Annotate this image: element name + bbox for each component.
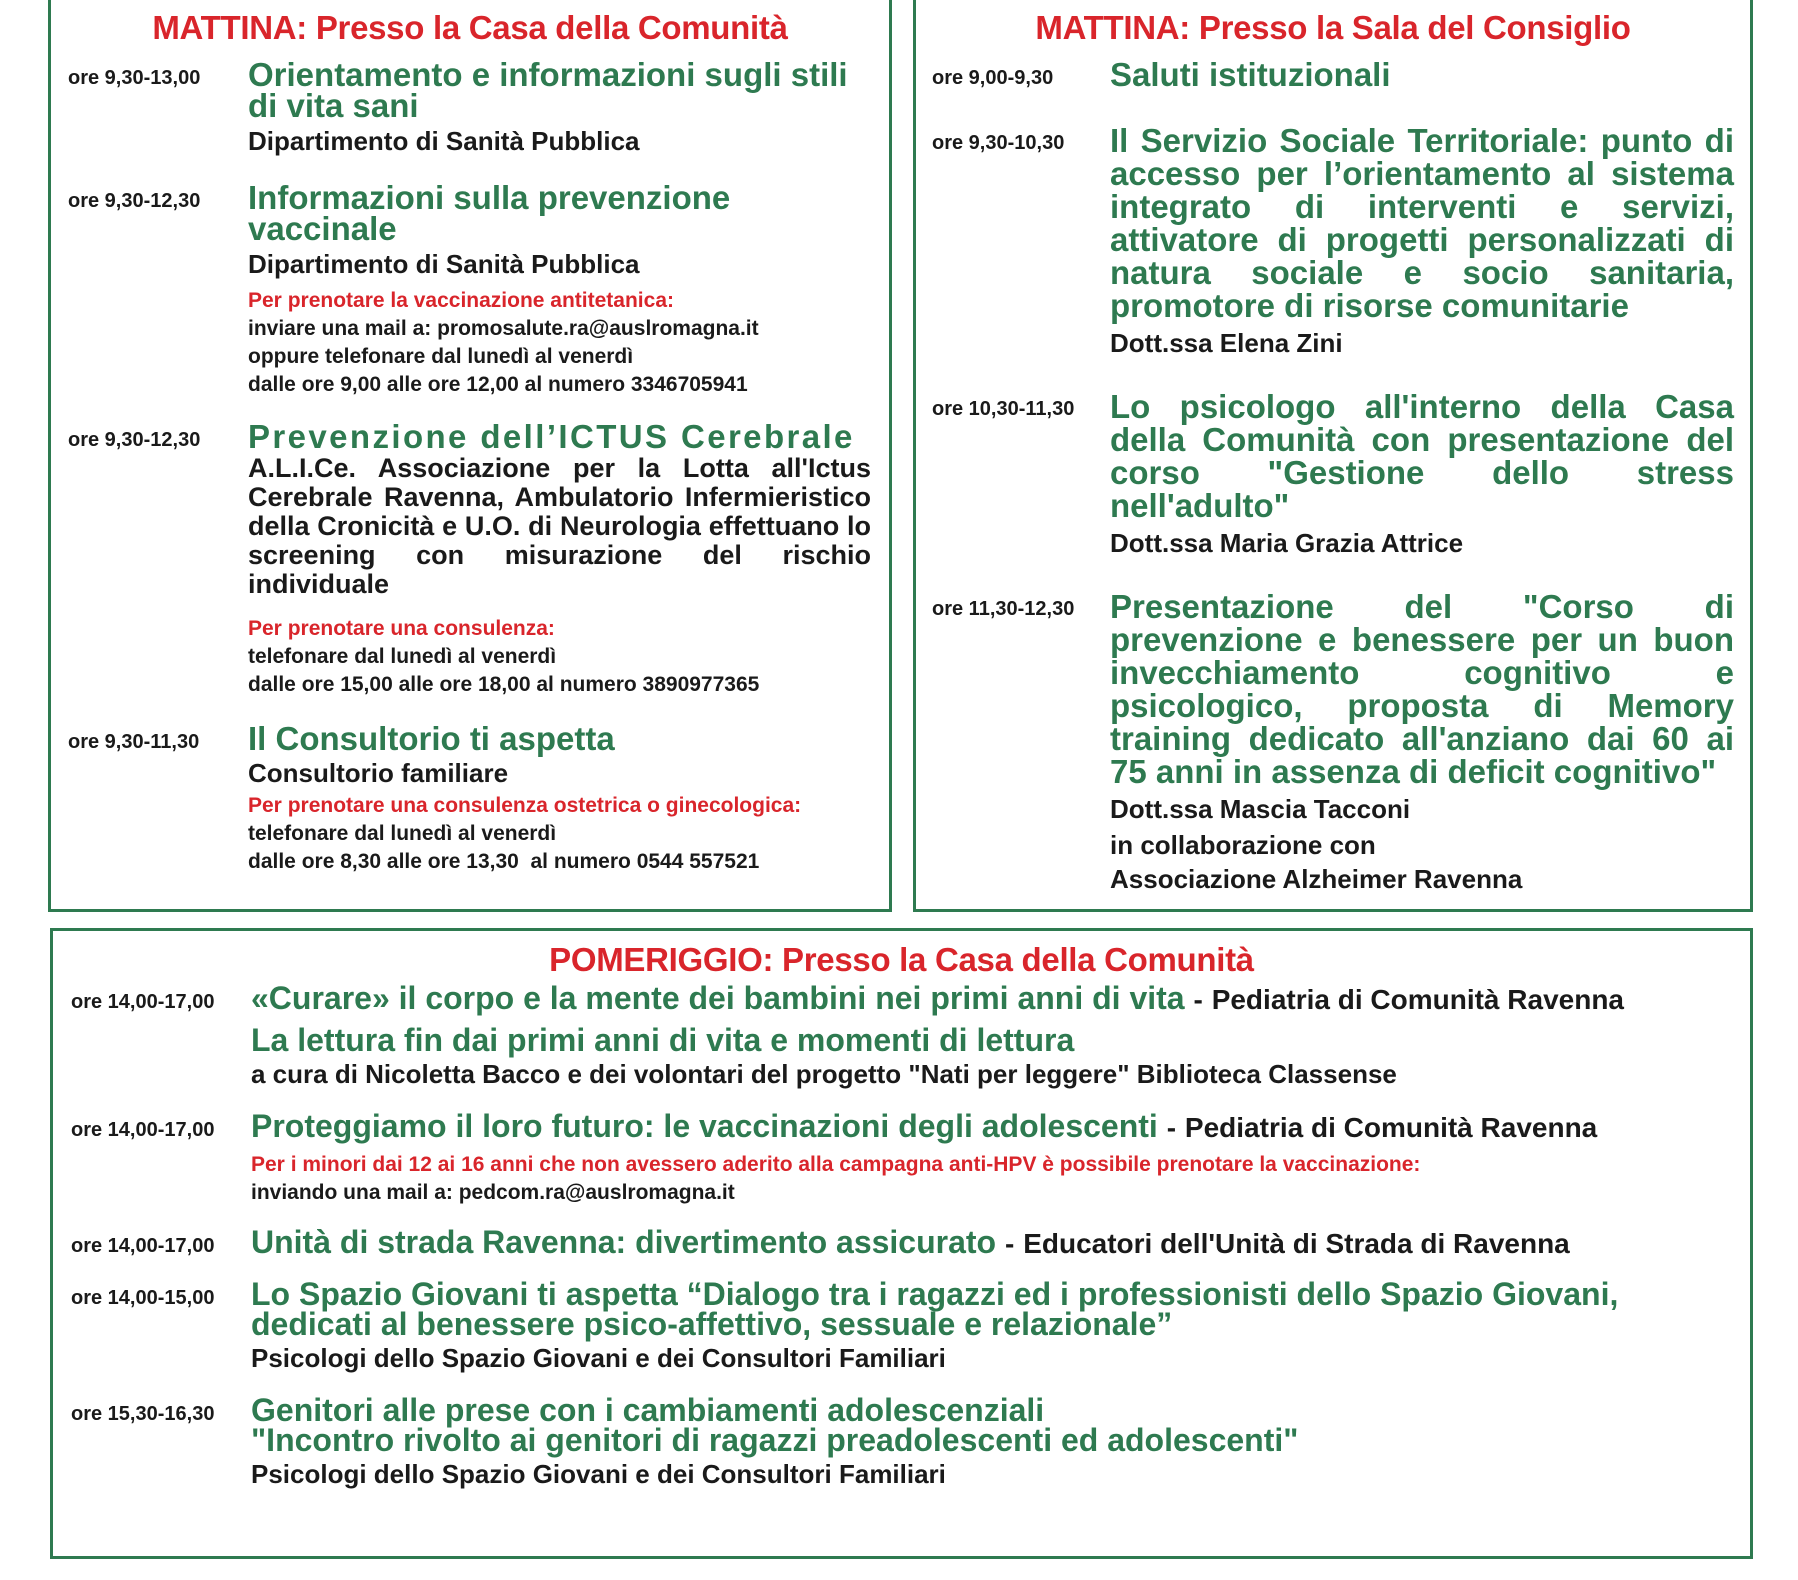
booking-note: Per prenotare una consulenza:	[248, 617, 555, 640]
booking-note: Per i minori dai 12 ai 16 anni che non avessero aderito alla campagna anti-HPV è possibile prenotare la vaccinazione:	[251, 1153, 1421, 1176]
event-adolescent-vaccines	[53, 1108, 1750, 1207]
event-consultorio	[51, 720, 889, 876]
event-time: ore 11,30-12,30	[932, 598, 1075, 620]
booking-line: dalle ore 9,00 alle ore 12,00 al numero 3346705941	[248, 373, 748, 396]
event-title: Lo Spazio Giovani ti aspetta “Dialogo tra i ragazzi ed i professionisti dello Spazio Giovani, dedicati al benessere psico-affettivo, sessuale e relazionale”	[251, 1276, 1619, 1342]
separator-dash: -	[1004, 1228, 1015, 1259]
event-speaker: Dipartimento di Sanità Pubblica	[248, 249, 640, 279]
event-social-service	[916, 124, 1750, 360]
event-parents	[53, 1392, 1750, 1491]
event-organizer: Pediatria di Comunità Ravenna	[1211, 984, 1625, 1015]
event-time: ore 14,00-15,00	[71, 1287, 215, 1309]
event-title-line	[251, 1108, 1734, 1144]
event-time: ore 9,30-10,30	[932, 132, 1065, 154]
event-title: Proteggiamo il loro futuro: le vaccinazioni degli adolescenti	[251, 1108, 1158, 1144]
event-title-line	[251, 1224, 1734, 1260]
event-speaker: Dipartimento di Sanità Pubblica	[248, 126, 640, 156]
event-title: Unità di strada Ravenna: divertimento assicurato	[251, 1224, 997, 1260]
event-memory-training	[916, 590, 1750, 896]
booking-note: Per prenotare una consulenza ostetrica o ginecologica:	[248, 794, 802, 817]
event-title: «Curare» il corpo e la mente dei bambini nei primi anni di vita	[251, 980, 1185, 1016]
afternoon-community-house-box	[50, 928, 1753, 1559]
booking-line: oppure telefonare dal lunedì al venerdì	[248, 345, 634, 368]
booking-line: telefonare dal lunedì al venerdì	[248, 822, 557, 845]
separator-dash: -	[1193, 984, 1203, 1015]
event-speaker: Consultorio familiare	[248, 758, 509, 788]
event-vaccine-info	[51, 179, 889, 399]
event-time: ore 9,30-13,00	[68, 67, 201, 89]
event-ictus	[51, 418, 889, 699]
event-title-2: "Incontro rivolto ai genitori di ragazzi preadolescenti ed adolescenti"	[251, 1422, 1299, 1458]
booking-line: dalle ore 15,00 alle ore 18,00 al numero 3890977365	[248, 673, 760, 696]
booking-line: inviare una mail a: promosalute.ra@auslromagna.it	[248, 317, 759, 340]
event-title: Orientamento e informazioni sugli stili di vita sani	[248, 56, 848, 124]
event-title: Presentazione del "Corso di prevenzione e benessere per un buon invecchiamento cognitivo e psicologico, proposta di Memory training dedicato all'anziano dai 60 ai 75 anni in assenza di deficit cognitivo"	[1110, 588, 1734, 790]
event-organizer: Pediatria di Comunità Ravenna	[1184, 1112, 1598, 1143]
booking-line: dalle ore 8,30 alle ore 13,30 al numero 0544 557521	[248, 850, 760, 873]
morning-council-room-box	[913, 0, 1753, 912]
event-description: A.L.I.Ce. Associazione per la Lotta all'Ictus Cerebrale Ravenna, Ambulatorio Infermieristico della Cronicità e U.O. di Neurologia effettuano lo screening con misurazione del rischio individuale	[248, 453, 871, 599]
event-time: ore 9,30-11,30	[68, 731, 200, 753]
event-title-line	[251, 980, 1734, 1016]
event-title: Prevenzione dell’ICTUS Cerebrale	[248, 418, 855, 455]
event-time: ore 14,00-17,00	[71, 1235, 215, 1257]
event-title: Saluti istituzionali	[1110, 56, 1391, 93]
event-time: ore 9,30-12,30	[68, 190, 201, 212]
event-title-2: La lettura fin dai primi anni di vita e momenti di lettura	[251, 1022, 1075, 1058]
event-speaker: Psicologi dello Spazio Giovani e dei Consultori Familiari	[251, 1459, 946, 1489]
event-time: ore 9,00-9,30	[932, 67, 1054, 89]
event-psychologist	[916, 390, 1750, 560]
morning-community-house-box	[48, 0, 892, 912]
booking-line: telefonare dal lunedì al venerdì	[248, 645, 557, 668]
event-speaker: a cura di Nicoletta Bacco e dei volontari del progetto "Nati per leggere" Biblioteca Classense	[251, 1059, 1397, 1089]
event-time: ore 14,00-17,00	[71, 1119, 215, 1141]
booking-line: inviando una mail a: pedcom.ra@auslromagna.it	[251, 1181, 735, 1204]
event-youth-space	[53, 1276, 1750, 1375]
booking-note: Per prenotare la vaccinazione antitetanica:	[248, 289, 674, 312]
event-time: ore 14,00-17,00	[71, 991, 215, 1013]
box-title: MATTINA: Presso la Casa della Comunità	[152, 9, 788, 46]
event-lifestyle	[51, 56, 889, 158]
event-title: Informazioni sulla prevenzione vaccinale	[248, 179, 731, 247]
event-speaker-collab: in collaborazione con	[1110, 830, 1376, 860]
event-speaker: Psicologi dello Spazio Giovani e dei Consultori Familiari	[251, 1343, 946, 1373]
event-time: ore 15,30-16,30	[71, 1403, 215, 1425]
event-title: Lo psicologo all'interno della Casa della Comunità con presentazione del corso "Gestione dello stress nell'adulto"	[1110, 388, 1734, 524]
event-title: Genitori alle prese con i cambiamenti adolescenziali	[251, 1392, 1045, 1428]
box-title: POMERIGGIO: Presso la Casa della Comunità	[549, 941, 1254, 978]
event-speaker-association: Associazione Alzheimer Ravenna	[1110, 864, 1523, 894]
event-children	[53, 980, 1750, 1091]
event-organizer: Educatori dell'Unità di Strada di Ravenna	[1023, 1228, 1570, 1259]
event-time: ore 10,30-11,30	[932, 398, 1075, 420]
event-time: ore 9,30-12,30	[68, 429, 201, 451]
event-speaker: Dott.ssa Maria Grazia Attrice	[1110, 528, 1464, 558]
event-speaker: Dott.ssa Mascia Tacconi	[1110, 794, 1411, 824]
event-title: Il Consultorio ti aspetta	[248, 720, 615, 757]
event-speaker: Dott.ssa Elena Zini	[1110, 328, 1343, 358]
separator-dash: -	[1166, 1112, 1177, 1143]
event-street-unit	[53, 1224, 1750, 1260]
event-title: Il Servizio Sociale Territoriale: punto di accesso per l’orientamento al sistema integrato di interventi e servizi, attivatore di progetti personalizzati di natura sociale e socio sanitaria, promotore di risorse comunitarie	[1110, 122, 1734, 324]
event-greetings	[916, 56, 1750, 93]
box-title: MATTINA: Presso la Sala del Consiglio	[1035, 9, 1631, 46]
